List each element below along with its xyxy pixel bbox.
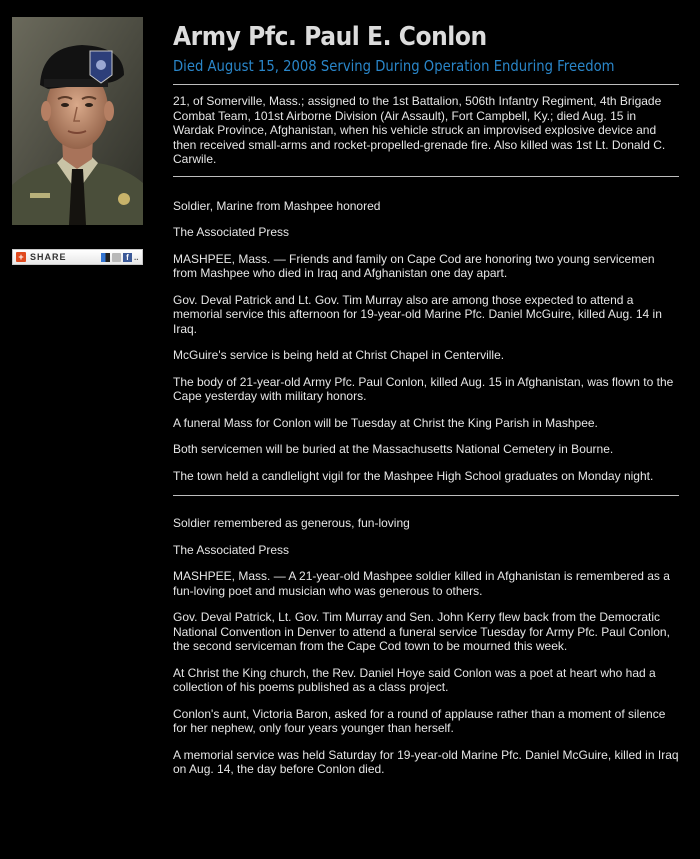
article-paragraph: Gov. Deval Patrick, Lt. Gov. Tim Murray and Sen. John Kerry flew back from the Democratic National Convention in Denver to attend a funeral service Tuesday for Army Pfc. Paul Conlon, the second serviceman from the Cape Cod town to be mourned this week. (173, 610, 670, 653)
article-paragraph: The town held a candlelight vigil for the Mashpee High School graduates on Monday night. (173, 468, 654, 483)
article-paragraph: Gov. Deval Patrick and Lt. Gov. Tim Murray also are among those expected to attend a memorial service this afternoon for 19-year-old Marine Pfc. Daniel McGuire, killed Aug. 14 in Iraq. (173, 292, 662, 336)
left-column (12, 17, 143, 265)
article-paragraph: At Christ the King church, the Rev. Daniel Hoye said Conlon was a poet at heart who had a collection of his poems published as a class project. (173, 665, 656, 694)
facebook-icon[interactable]: f (123, 253, 132, 262)
article-soldier-marine-honored (173, 177, 679, 484)
article-source: The Associated Press (173, 542, 290, 557)
share-button[interactable] (12, 249, 143, 265)
article-paragraph: McGuire's service is being held at Christ Chapel in Centerville. (173, 348, 505, 362)
main-content (173, 20, 679, 789)
article-paragraph: The body of 21-year-old Army Pfc. Paul Conlon, killed Aug. 15 in Afghanistan, was flown to the Cape yesterday with military honors. (173, 374, 674, 403)
add-plus-icon: + (16, 252, 26, 262)
service-bio: 21, of Somerville, Mass.; assigned to the 1st Battalion, 506th Infantry Regiment, 4th Brigade Combat Team, 101st Airborne Division (Air Assault), Fort Campbell, Ky.; died Aug. 15 in Wardak Province, Afghanistan, when his vehicle struck an improvised explosive device and then received small-arms and rocket-propelled-grenade fire. Also killed was 1st Lt. Donald C. Carwile. (173, 94, 666, 166)
article-soldier-remembered (173, 496, 679, 777)
more-dots-icon[interactable]: .. (134, 252, 139, 262)
article-paragraph: MASHPEE, Mass. — Friends and family on Cape Cod are honoring two young servicemen from Mashpee who died in Iraq and Afghanistan one day apart. (173, 251, 655, 280)
divider (173, 84, 679, 85)
digg-icon[interactable] (112, 253, 121, 262)
article-headline: Soldier remembered as generous, fun-loving (173, 516, 410, 530)
article-paragraph: Conlon's aunt, Victoria Baron, asked for a round of applause rather than a moment of silence for her nephew, only four years younger than herself. (173, 706, 666, 735)
article-paragraph: Both servicemen will be buried at the Massachusetts National Cemetery in Bourne. (173, 442, 614, 456)
death-date-subtitle: Died August 15, 2008 Serving During Operation Enduring Freedom (173, 57, 615, 75)
article-headline: Soldier, Marine from Mashpee honored (173, 198, 381, 213)
soldier-portrait-photo (12, 17, 143, 225)
article-paragraph: MASHPEE, Mass. — A 21-year-old Mashpee soldier killed in Afghanistan is remembered as a fun-loving poet and musician who was generous to others. (173, 569, 670, 598)
soldier-name-heading: Army Pfc. Paul E. Conlon (173, 22, 487, 52)
article-paragraph: A funeral Mass for Conlon will be Tuesday at Christ the King Parish in Mashpee. (173, 415, 598, 430)
article-source: The Associated Press (173, 225, 290, 239)
share-label: SHARE (30, 252, 67, 262)
delicious-icon[interactable] (101, 253, 110, 262)
article-paragraph: A memorial service was held Saturday for 19-year-old Marine Pfc. Daniel McGuire, killed in Iraq on Aug. 14, the day before Conlon died. (173, 747, 679, 776)
